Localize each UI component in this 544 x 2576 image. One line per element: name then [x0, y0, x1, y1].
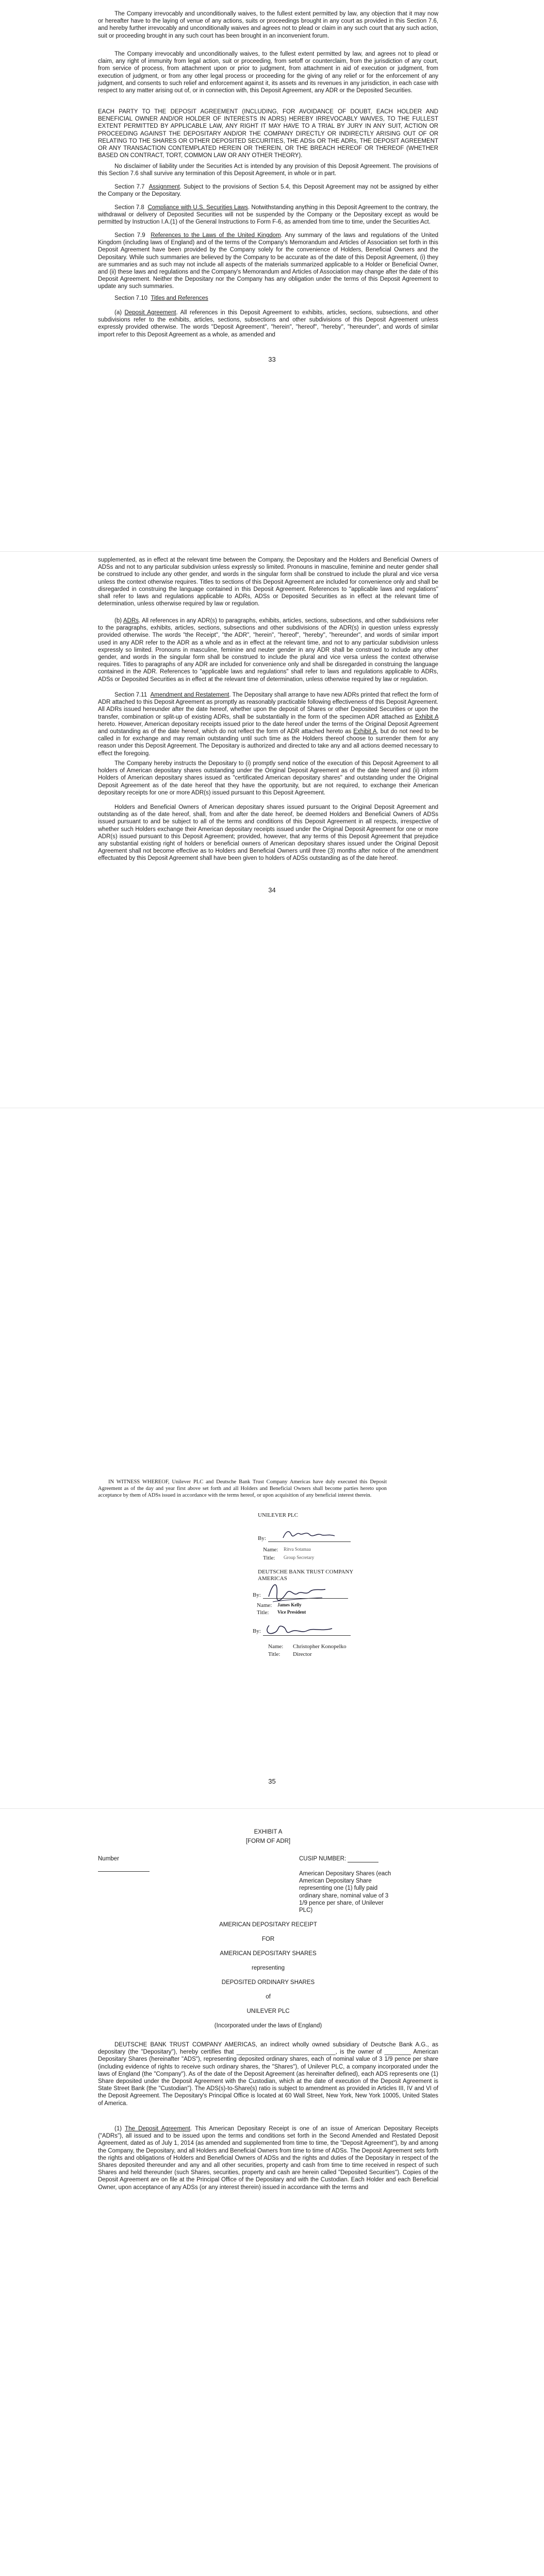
paragraph-venue-waiver: The Company irrevocably and unconditionally waives, to the fullest extent permitted by law, any objection that it may now or hereafter have to the laying of venue of any actions, suits or proceedings brought in any court as provided in this Section 7.6, and hereby further irrevocably and unconditionally waives and agrees not to plead or claim in any such court that any such action, suit or proceeding brought in any such court has been brought in an inconvenient forum. [98, 11, 438, 39]
title-line-2: FOR [261, 1936, 275, 1942]
form-of-adr-heading: [FORM OF ADR] [245, 1838, 291, 1844]
section-title: Compliance with U.S. Securities Laws [147, 205, 248, 211]
ads-description: American Depositary Shares (each American Depositary Share representing one (1) fully paid ordinary share, nominal value of 3 1/9 pence per share, of Unilever PLC) [299, 1871, 391, 1914]
page-divider [0, 1808, 544, 1809]
title-label: Title: [268, 1651, 281, 1657]
subsection-body: All references in any ADR(s) to paragraphs, exhibits, articles, sections, subsections, and other subdivisions refer to the paragraphs, exhibits, articles, sections, subsections and other subdivisions of the ADR(s) in question unless expressly provided otherwise. The words "the Receipt", "the ADR", "herein", "hereof", "hereby", "hereunder", and words of similar import used in any ADR refer to the ADR as a whole and as in effect at the relevant time, and not to any particular subdivision unless expressly so limited. Pronouns in masculine, feminine and neuter gender in any ADR shall be construed to include any other gender, and words in the singular form shall be construed to include the plural and vice versa unless the context otherwise requires. Titles to paragraphs of any ADR are included for convenience only and shall be disregarded in construing the language contained in the ADR. References to "applicable laws and regulations" shall refer to laws and regulations applicable to ADRs, ADSs or Deposited Securities as in effect at the relevant time of determination, unless otherwise required by law or regulation. [98, 618, 438, 683]
section-title: References to the Laws of the United Kingdom [151, 232, 281, 239]
section-title: Titles and References [151, 295, 208, 301]
name-label: Name: [263, 1547, 278, 1553]
company-name-deutsche: DEUTSCHE BANK TRUST COMPANY [258, 1569, 354, 1575]
number-label-text: Number [98, 1856, 119, 1862]
signatory-name: James Kelly [277, 1602, 302, 1607]
cusip-label-text: CUSIP NUMBER: [299, 1856, 347, 1862]
section-body: This American Depositary Receipt is one of an issue of American Depositary Receipts ("ADRs"), all issued and to be issued upon the terms and conditions set forth in the Second Amended and Restated Deposit Agreement, dated as of July 1, 2014 (as amended and supplemented from time to time, the "Deposit Agreement"), by and among the Company, the Depositary, and all Holders and Beneficial Owners from time to time of ADSs. The Deposit Agreement sets forth the rights and obligations of Holders and Beneficial Owners of ADSs and the rights and duties of the Depositary in respect of the Shares deposited thereunder and any and all other securities, property and cash from time to time received in respect of such Shares and held thereunder (such Shares, securities, property and cash are herein called "Deposited Securities"). Copies of the Deposit Agreement are on file at the Principal Office of the Depositary and with the Custodian. Each Holder and each Beneficial Owner, upon acceptance of any ADSs (or any interest therein) issued in accordance with the terms and [98, 2126, 438, 2191]
page-number: 35 [268, 1777, 276, 1785]
witness-clause: IN WITNESS WHEREOF, Unilever PLC and Deutsche Bank Trust Company Americas have duly executed this Deposit Agreement as of the day and year first above set forth and all Holders and Beneficial Owners shall become parties hereto upon acceptance by them of ADSs issued in accordance with the terms hereof, or upon acquisition of any beneficial interest therein. [98, 1479, 387, 1498]
section-7-10-heading [98, 295, 438, 302]
paragraph-no-disclaimer: No disclaimer of liability under the Securities Act is intended by any provision of this Deposit Agreement. The provisions of this Section 7.6 shall survive any termination of this Deposit Agreement, in whole or in part. [98, 163, 438, 177]
section-title: The Deposit Agreement [125, 2126, 190, 2132]
section-number: Section 7.10 [114, 295, 147, 301]
subsection-label: (a) [114, 310, 122, 316]
section-7-11: Section 7.11 Amendment and Restatement. The Depositary shall arrange to have new ADRs printed that reflect the form of ADR attached to this Deposit Agreement as promptly as reasonably practicable following effectiveness of this Deposit Agreement. All ADRs issued hereunder after the date hereof, whether upon the deposit of Shares or other Deposited Securities or upon the transfer, combination or split-up of existing ADRs, shall be substantially in the form of the specimen ADR attached as Exhibit A hereto. However, American depositary receipts issued prior to the date hereof under the terms of the Original Deposit Agreement and outstanding as of the date hereof, which do not reflect the form of ADR attached hereto as Exhibit A, but do not need to be called in for exchange and may remain outstanding until such time as the Holders thereof choose to surrender them for any reason under this Deposit Agreement. The Depositary is authorized and directed to take any and all actions deemed necessary to effect the foregoing. [98, 692, 439, 757]
exhibit-a-page [0, 1814, 544, 2576]
paragraph-supplemented: supplemented, as in effect at the relevant time between the Company, the Depositary and the Holders and Beneficial Owners of ADSs and not to any particular subdivision unless expressly so limited. Pronouns in masculine, feminine and neuter gender shall be construed to include any other gender, and words in the singular form shall be construed to include the plural and vice versa unless the context otherwise requires. Titles to sections of this Deposit Agreement are included for convenience only and shall be disregarded in construing the language contained in this Deposit Agreement. References to "applicable laws and regulations" shall refer to laws and regulations applicable to ADRs, ADSs or Deposited Securities as in effect at the relevant time of determination, unless otherwise required by law or regulation. [98, 557, 438, 607]
signature-by-label: By: [253, 1628, 261, 1634]
section-number: Section 7.7 [114, 184, 145, 190]
section-7-9: Section 7.9 References to the Laws of the United Kingdom. Any summary of the laws and regulations of the United Kingdom (including laws of England) and of the terms of the Company's Memorandum and Articles of Association set forth in this Deposit Agreement have been provided by the Company solely for the convenience of Holders, Beneficial Owners and the Depositary. While such summaries are believed by the Company to be accurate as of the date of this Deposit Agreement, (i) they are summaries and as such may not include all aspects of the materials summarized applicable to a Holder or Beneficial Owner, and (ii) these laws and regulations and the Company's Memorandum and Articles of Association may change after the date of this Deposit Agreement. Neither the Depositary nor the Company has any obligation under the terms of this Deposit Agreement to update any such summaries. [98, 232, 439, 290]
exhibit-reference: Exhibit A [415, 714, 438, 720]
section-body-c: , but do not need to be called in for exchange and may remain outstanding until such time as the Holders thereof choose to surrender them for any reason under this Deposit Agreement. The Depositary is authorized and directed to take any and all actions deemed necessary to effect the foregoing. [98, 728, 439, 757]
signature-line [263, 1598, 348, 1599]
section-7-10-b: (b) ADRs. All references in any ADR(s) to paragraphs, exhibits, articles, sections, subsections, and other subdivisions refer to the paragraphs, exhibits, articles, sections, subsections and other subdivisions of the ADR(s) in question unless expressly provided otherwise. The words "the Receipt", "the ADR", "herein", "hereof", "hereby", "hereunder", and words of similar import used in any ADR refer to the ADR as a whole and as in effect at the relevant time, and not to any particular subdivision unless expressly so limited. Pronouns in masculine, feminine and neuter gender in any ADR shall be construed to include any other gender, and words in the singular form shall be construed to include the plural and vice versa unless the context otherwise requires. Titles to paragraphs of any ADR are included for convenience only and shall be disregarded in construing the language contained in the ADR. References to "applicable laws and regulations" shall refer to laws and regulations applicable to ADRs, ADSs or Deposited Securities as in effect at the relevant time of determination, unless otherwise required by law or regulation. [98, 618, 438, 683]
paragraph-notice-instructions: The Company hereby instructs the Depositary to (i) promptly send notice of the execution of this Deposit Agreement to all holders of American depositary shares outstanding under the Original Deposit Agreement as of the date hereof and (ii) inform Holders of American depositary shares issued as "certificated American depositary shares" and outstanding under the Original Deposit Agreement as of the date hereof that they have the opportunity, but are not required, to exchange their American depositary receipts for one or more ADR(s) issued pursuant to this Deposit Agreement. [98, 760, 438, 796]
subsection-title: Deposit Agreement [124, 310, 176, 316]
signature-line [268, 1541, 351, 1542]
signatory-title: Director [293, 1651, 312, 1657]
subsection-body: All references in this Deposit Agreement to exhibits, articles, sections, subsections, and other subdivisions refer to the exhibits, articles, sections, subsections and other subdivisions of this Deposit Agreement unless expressly provided otherwise. The words "Deposit Agreement", "herein", "hereof", "hereby", "hereunder", and words of similar import refer to this Deposit Agreement as a whole, as amended and [98, 310, 438, 338]
subsection-label: (b) [114, 618, 122, 624]
title-label: Title: [263, 1555, 275, 1561]
page-number: 34 [268, 886, 276, 894]
section-title: Assignment [149, 184, 180, 190]
title-line-6: of [266, 1994, 271, 2000]
section-number: Section 7.9 [114, 232, 145, 239]
section-body-b: hereto. However, American depositary receipts issued prior to the date hereof under the terms of the Original Deposit Agreement and outstanding as of the date hereof, which do not reflect the form of ADR attached hereto as [98, 721, 438, 735]
page-35-signatures [0, 1113, 544, 1680]
section-number: Section 7.8 [114, 205, 144, 211]
name-label: Name: [268, 1643, 284, 1650]
certification-paragraph: DEUTSCHE BANK TRUST COMPANY AMERICAS, an indirect wholly owned subsidiary of Deutsche Bank A.G., as depositary (the "Depositary"), hereby certifies that ______________________________, is the owner of ________ American Depositary Shares (hereinafter "ADS"), representing deposited ordinary shares, each of nominal value of 3 1/9 pence per share (including evidence of rights to receive such ordinary shares, the "Shares"), of Unilever PLC, a company incorporated under the laws of England (the "Company"). As of the date of the Deposit Agreement (as hereinafter defined), each ADS represents one (1) Share deposited under the Deposit Agreement with the Custodian, which at the date of execution of the Deposit Agreement is State Street Bank (the "Custodian"). The ADS(s)-to-Share(s) ratio is subject to amendment as provided in Articles III, IV and VI of the Deposit Agreement. The Depositary's Principal Office is located at 60 Wall Street, New York, New York 10005, United States of America. [98, 2042, 438, 2107]
section-number: Section 7.11 [114, 692, 147, 698]
signatory-name: Ritva Sotamaa [284, 1547, 311, 1552]
title-line-3: AMERICAN DEPOSITARY SHARES [220, 1951, 317, 1957]
signatory-title: Group Secretary [284, 1555, 315, 1560]
paragraph-deemed-holders: Holders and Beneficial Owners of American depositary shares issued pursuant to the Original Deposit Agreement and outstanding as of the date hereof, shall, from and after the date hereof, be deemed Holders and Beneficial Owners of ADSs issued pursuant to and be subject to all of the terms and conditions of this Deposit Agreement in all respects, irrespective of whether such Holders exchange their American depositary receipts issued under the Original Deposit Agreement for one or more ADR(s) issued pursuant to this Deposit Agreement; provided, however, that any terms of this Deposit Agreement that prejudice any substantial existing right of holders or beneficial owners of American depositary shares issued under the Original Deposit Agreement shall not become effective as to Holders and Beneficial Owners until three (3) months after notice of the amendment effectuated by this Deposit Agreement shall have been given to holders of ADSs outstanding as of the date hereof. [98, 804, 438, 862]
section-body: Notwithstanding anything in this Deposit Agreement to the contrary, the withdrawal or delivery of Deposited Securities will not be suspended by the Company or the Depositary except as would be permitted by Instruction I.A.(1) of the General Instructions to Form F-6, as amended from time to time, under the Securities Act. [98, 205, 438, 226]
exhibit-heading: EXHIBIT A [254, 1829, 283, 1835]
page-33 [0, 0, 544, 554]
signature-line [263, 1635, 351, 1636]
signatory-name: Christopher Konopelko [293, 1643, 347, 1650]
title-line-4: representing [252, 1965, 285, 1971]
section-title: Amendment and Restatement [150, 692, 229, 698]
signatory-title: Vice President [277, 1609, 306, 1615]
subsection-title: ADRs [123, 618, 139, 624]
name-label: Name: [257, 1602, 272, 1608]
section-body: Subject to the provisions of Section 5.4, this Deposit Agreement may not be assigned by either the Company or the Depositary. [98, 184, 439, 198]
page-number: 33 [268, 355, 276, 363]
title-label: Title: [257, 1609, 269, 1616]
title-line-1: AMERICAN DEPOSITARY RECEIPT [219, 1922, 317, 1928]
section-body: Any summary of the laws and regulations of the United Kingdom (including laws of England) and of the terms of the Company's Memorandum and Articles of Association set forth in this Deposit Agreement have been provided by the Company solely for the convenience of Holders, Beneficial Owners and the Depositary. While such summaries are believed by the Company to be accurate as of the date of this Deposit Agreement, (i) they are summaries and as such may not include all aspects of the materials summarized applicable to a Holder or Beneficial Owner, and (ii) these laws and regulations and the Company's Memorandum and Articles of Association may change after the date of this Deposit Agreement. Neither the Depositary nor the Company has any obligation under the terms of this Deposit Agreement to update any such summaries. [98, 232, 439, 290]
paragraph-immunity-waiver: The Company irrevocably and unconditionally waives, to the fullest extent permitted by law, and agrees not to plead or claim, any right of immunity from legal action, suit or proceeding, from setoff or counterclaim, from the jurisdiction of any court, from service of process, from attachment upon or prior to judgment, from attachment in aid of execution or judgment, from execution of judgment, or from any other legal process or proceeding for the giving of any relief or for the enforcement of any judgment, and consents to such relief and enforcement against it, its assets and its revenues in any jurisdiction, in each case with respect to any matter arising out of, or in connection with, this Deposit Agreement, any ADR or the Deposited Securities. [98, 51, 438, 94]
section-body-a: The Depositary shall arrange to have new ADRs printed that reflect the form of ADR attached to this Deposit Agreement as promptly as reasonably practicable following effectiveness of this Deposit Agreement. All ADRs issued hereunder after the date hereof, whether upon the deposit of Shares or other Deposited Securities or upon the transfer, combination or split-up of existing ADRs, shall be substantially in the form of the specimen ADR attached as [98, 692, 438, 720]
title-line-5: DEPOSITED ORDINARY SHARES [221, 1979, 315, 1986]
signature-by-label: By: [253, 1592, 261, 1598]
page-divider [0, 551, 544, 552]
section-7-8: Section 7.8 Compliance with U.S. Securities Laws. Notwithstanding anything in this Deposit Agreement to the contrary, the withdrawal or delivery of Deposited Securities will not be suspended by the Company or the Depositary except as would be permitted by Instruction I.A.(1) of the General Instructions to Form F-6, as amended from time to time, under the Securities Act. [98, 205, 438, 226]
exhibit-reference: Exhibit A [353, 728, 377, 735]
section-number: (1) [114, 2126, 122, 2132]
company-name-deutsche-2: AMERICAS [258, 1575, 287, 1582]
section-7-7: Section 7.7 Assignment. Subject to the provisions of Section 5.4, this Deposit Agreement may not be assigned by either the Company or the Depositary. [98, 184, 439, 198]
number-label [98, 1856, 119, 1862]
company-name-unilever: UNILEVER PLC [258, 1512, 298, 1518]
signature-deutsche-2 [264, 1620, 336, 1640]
section-1-deposit-agreement: (1) The Deposit Agreement. This American Depositary Receipt is one of an issue of American Depositary Receipts ("ADRs"), all issued and to be issued upon the terms and conditions set forth in the Second Amended and Restated Deposit Agreement, dated as of July 1, 2014 (as amended and supplemented from time to time, the "Deposit Agreement"), by and among the Company, the Depositary, and all Holders and Beneficial Owners from time to time of ADSs. The Deposit Agreement sets forth the rights and obligations of Holders and Beneficial Owners of ADSs and the rights and duties of the Depositary in respect of the Shares deposited thereunder and any and all other securities, property and cash from time to time received in respect of such Shares and held thereunder (such Shares, securities, property and cash are herein called "Deposited Securities"). Copies of the Deposit Agreement are on file at the Principal Office of the Depositary and with the Custodian. Each Holder and each Beneficial Owner, upon acceptance of any ADSs (or any interest therein) issued in accordance with the terms and [98, 2126, 438, 2191]
title-line-8: (Incorporated under the laws of England) [214, 2023, 322, 2029]
section-7-10-a: (a) Deposit Agreement. All references in this Deposit Agreement to exhibits, articles, sections, subsections, and other subdivisions refer to the exhibits, articles, sections, subsections and other subdivisions of this Deposit Agreement unless expressly provided otherwise. The words "Deposit Agreement", "herein", "hereof", "hereby", "hereunder", and words of similar import refer to this Deposit Agreement as a whole, as amended and [98, 310, 438, 338]
signature-by-label: By: [258, 1535, 266, 1541]
number-blank-line [98, 1871, 150, 1872]
paragraph-jury-waiver: EACH PARTY TO THE DEPOSIT AGREEMENT (INCLUDING, FOR AVOIDANCE OF DOUBT, EACH HOLDER AND BENEFICIAL OWNER AND/OR HOLDER OF INTERESTS IN ADRS) HEREBY IRREVOCABLY WAIVES, TO THE FULLEST EXTENT PERMITTED BY APPLICABLE LAW, ANY RIGHT IT MAY HAVE TO A TRIAL BY JURY IN ANY SUIT, ACTION OR PROCEEDING AGAINST THE DEPOSITARY AND/OR THE COMPANY DIRECTLY OR INDIRECTLY ARISING OUT OF OR RELATING TO THE SHARES OR OTHER DEPOSITED SECURITIES, THE ADSs OR THE ADRs, THE DEPOSIT AGREEMENT OR ANY TRANSACTION CONTEMPLATED HEREIN OR THEREIN, OR THE BREACH HEREOF OR THEREOF (WHETHER BASED ON CONTRACT, TORT, COMMON LAW OR ANY OTHER THEORY). [98, 109, 438, 159]
title-line-7: UNILEVER PLC [246, 2008, 290, 2014]
cusip-label [299, 1856, 378, 1862]
page-34 [0, 556, 544, 1103]
